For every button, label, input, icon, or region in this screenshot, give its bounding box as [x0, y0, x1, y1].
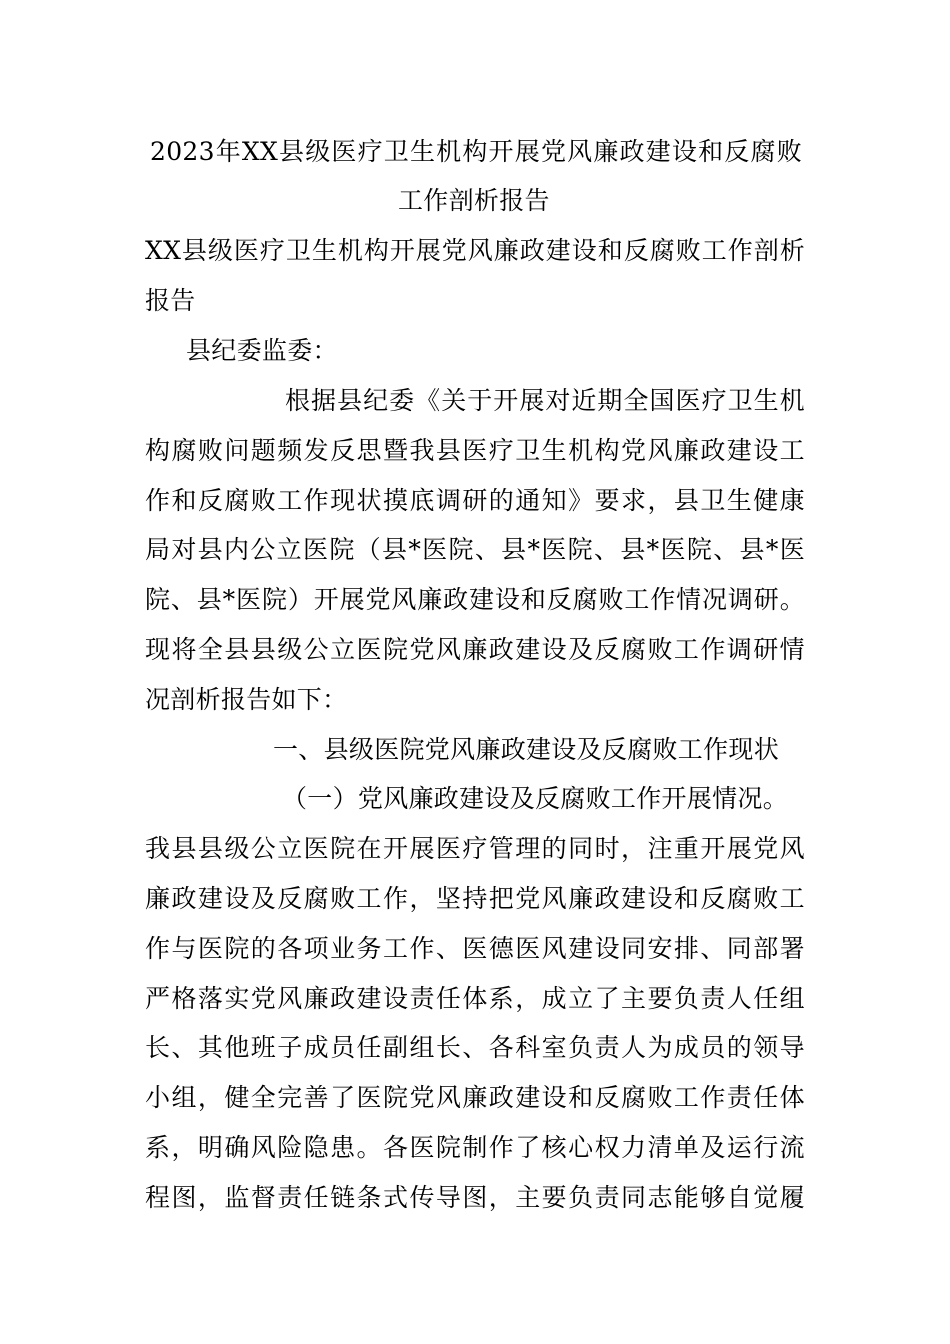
body-paragraph-line-5: 长、其他班子成员任副组长、各科室负责人为成员的领导	[145, 1033, 805, 1062]
section-heading: 一、县级医院党风廉政建设及反腐败工作现状	[273, 735, 780, 764]
body-paragraph-line-1: 我县县级公立医院在开展医疗管理的同时，注重开展党风	[145, 834, 805, 863]
subtitle-line-1: XX县级医疗卫生机构开展党风廉政建设和反腐败工作剖析	[145, 236, 805, 265]
intro-paragraph-line-6: 现将全县县级公立医院党风廉政建设及反腐败工作调研情	[145, 635, 805, 664]
document-title-line-2: 工作剖析报告	[398, 186, 550, 215]
subsection-heading: （一）党风廉政建设及反腐败工作开展情况。	[282, 784, 789, 813]
salutation: 县纪委监委：	[186, 336, 338, 365]
body-paragraph-line-2: 廉政建设及反腐败工作，坚持把党风廉政建设和反腐败工	[145, 884, 805, 913]
intro-paragraph-line-2: 构腐败问题频发反思暨我县医疗卫生机构党风廉政建设工	[145, 436, 805, 465]
document-title-line-1: 2023年XX县级医疗卫生机构开展党风廉政建设和反腐败	[150, 137, 802, 166]
body-paragraph-line-3: 作与医院的各项业务工作、医德医风建设同安排、同部署	[145, 934, 805, 963]
body-paragraph-line-7: 系，明确风险隐患。各医院制作了核心权力清单及运行流	[145, 1133, 805, 1162]
intro-paragraph-line-5: 院、县*医院）开展党风廉政建设和反腐败工作情况调研。	[145, 585, 805, 614]
body-paragraph-line-8: 程图，监督责任链条式传导图，主要负责同志能够自觉履	[145, 1183, 805, 1212]
intro-paragraph-line-4: 局对县内公立医院（县*医院、县*医院、县*医院、县*医	[145, 535, 805, 564]
intro-paragraph-line-3: 作和反腐败工作现状摸底调研的通知》要求，县卫生健康	[145, 486, 805, 515]
subtitle-line-2: 报告	[145, 286, 196, 315]
intro-paragraph-line-1: 根据县纪委《关于开展对近期全国医疗卫生机	[285, 386, 805, 415]
body-paragraph-line-4: 严格落实党风廉政建设责任体系，成立了主要负责人任组	[145, 984, 805, 1013]
body-paragraph-line-6: 小组，健全完善了医院党风廉政建设和反腐败工作责任体	[145, 1083, 805, 1112]
intro-paragraph-line-7: 况剖析报告如下：	[145, 685, 348, 714]
